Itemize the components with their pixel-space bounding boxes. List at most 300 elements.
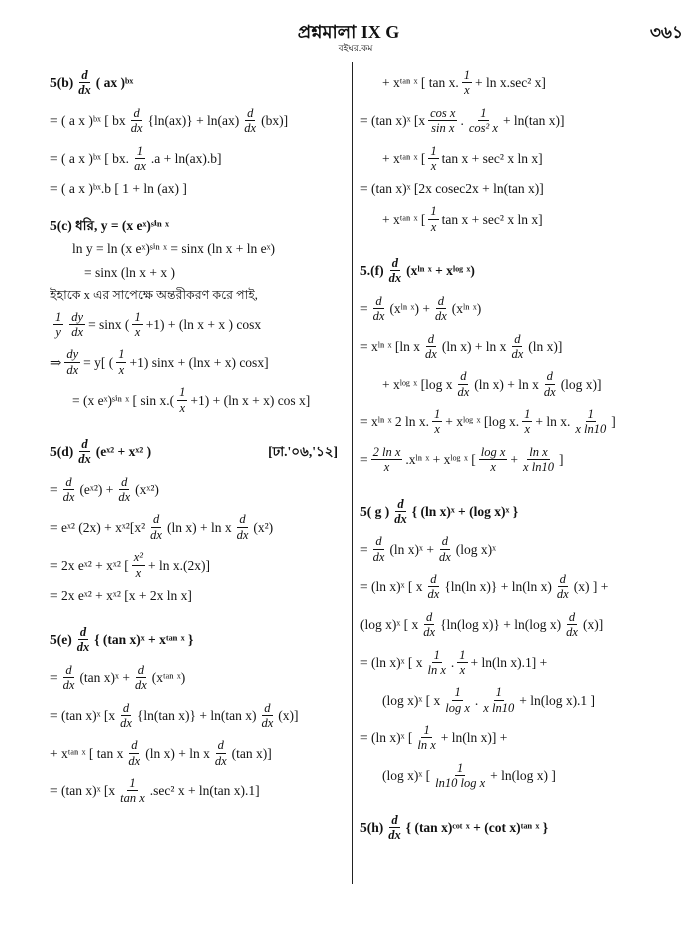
math-text: + ln(tan x)]: [502, 113, 565, 129]
fraction-denominator: cos² x: [468, 121, 498, 136]
line-gap: [360, 234, 650, 242]
fraction-denominator: x: [179, 400, 186, 415]
line-gap: [50, 98, 346, 106]
math-text: (ln x) + ln x: [145, 745, 210, 761]
equation-line: [50, 512, 346, 542]
fraction-denominator: dx: [236, 527, 249, 542]
math-text: = 2x eˣ² + xˣ² [x + 2x ln x]: [50, 587, 192, 603]
fraction-numerator: 1: [454, 685, 461, 700]
math-text: =: [360, 301, 368, 317]
fraction: [132, 144, 148, 174]
fraction: [426, 648, 448, 678]
fraction-numerator: dy: [71, 309, 84, 324]
fraction-numerator: log x: [480, 444, 506, 459]
math-text: +1) + (ln x + x ) cosx: [145, 317, 262, 332]
math-text: (x²): [253, 519, 274, 535]
fraction-numerator: d: [81, 68, 88, 82]
fraction-denominator: x ln10: [523, 460, 554, 475]
line-gap: [360, 753, 650, 761]
equation-line: [360, 572, 650, 602]
fraction: [573, 407, 608, 437]
fraction: [415, 723, 437, 753]
fraction: [426, 572, 442, 602]
fraction-numerator: dy: [66, 347, 79, 362]
fraction: [177, 385, 187, 415]
fraction: [521, 445, 556, 475]
fraction-numerator: d: [239, 512, 246, 527]
fraction-numerator: d: [131, 738, 138, 753]
fraction: [148, 512, 164, 542]
fraction-numerator: d: [375, 534, 382, 549]
fraction-denominator: dx: [120, 715, 132, 730]
math-text: (ln x) + ln x: [441, 338, 507, 354]
fraction-denominator: dx: [78, 452, 91, 467]
fraction-denominator: dx: [78, 83, 91, 98]
math-text: tan x + sec² x ln x]: [441, 150, 543, 166]
equation-line: [50, 265, 346, 280]
math-text: + ln(log x) ]: [490, 768, 556, 784]
fraction: [421, 610, 437, 640]
fraction: [259, 701, 275, 731]
fraction-denominator: dx: [372, 309, 385, 324]
line-gap: [50, 196, 346, 204]
fraction-denominator: dx: [556, 587, 569, 602]
fraction-numerator: cos x: [430, 105, 456, 120]
fraction: [386, 813, 403, 843]
fraction-denominator: x: [434, 422, 440, 437]
math-text: + ln(ln x)] +: [440, 730, 508, 746]
fraction-numerator: 1: [433, 647, 440, 662]
equation-line: [360, 294, 650, 324]
equation-line: [50, 738, 346, 768]
math-text: + xˡᵒᵍ ˣ [log x.: [445, 414, 520, 430]
equation-line: [50, 241, 346, 256]
fraction-numerator: 1: [463, 68, 471, 82]
math-text: +1) sinx + (lnx + x) cosx]: [129, 354, 269, 370]
fraction-denominator: x: [430, 158, 437, 173]
equation-line: [360, 204, 650, 234]
line-gap: [360, 437, 650, 445]
line-gap: [360, 842, 650, 850]
fraction: [443, 685, 472, 715]
math-text: = eˣ² (2x) + xˣ²[x²: [50, 519, 146, 535]
fraction: [235, 512, 251, 542]
math-text: (log x)]: [560, 376, 602, 392]
line-gap: [360, 602, 650, 610]
math-text: (xˡⁿ ˣ): [451, 301, 482, 317]
math-text: ]: [558, 452, 564, 468]
fraction: [371, 294, 387, 324]
math-text: + xᵗᵃⁿ ˣ [ tan x: [50, 745, 124, 761]
math-text: 5.(f): [360, 263, 384, 279]
math-text: .: [450, 654, 455, 670]
math-text: = (ln x)ˣ [ x: [360, 654, 423, 670]
line-gap: [50, 467, 346, 475]
fraction: [75, 625, 92, 655]
fraction-numerator: 1: [434, 407, 441, 422]
math-text: + ln x.(2x)]: [148, 557, 211, 573]
fraction-denominator: dx: [214, 753, 227, 768]
math-text: + ln(log x).1 ]: [519, 692, 596, 708]
fraction-numerator: d: [65, 474, 72, 489]
line-gap: [360, 677, 650, 685]
fraction: [509, 332, 525, 362]
section-title: প্রশ্নমালা IX G: [297, 22, 400, 42]
equation-line: [50, 347, 346, 377]
fraction: [455, 369, 471, 399]
fraction-denominator: dx: [261, 715, 274, 730]
fraction: [126, 738, 142, 768]
math-text: (xˡⁿ ˣ + xˡᵒᵍ ˣ): [406, 263, 475, 279]
math-text: (eˣ² + xˣ² ): [95, 444, 152, 460]
fraction-numerator: d: [121, 474, 128, 489]
fraction: [481, 685, 516, 715]
fraction-numerator: 1: [55, 309, 62, 324]
page-number: ৩৬১: [649, 23, 683, 42]
fraction-numerator: 1: [129, 776, 136, 791]
equation-line: [360, 106, 650, 136]
equation-line: [50, 310, 346, 340]
fraction: [467, 106, 500, 136]
line-gap: [50, 806, 346, 814]
fraction-denominator: ln10 log x: [435, 776, 486, 791]
fraction: [371, 445, 403, 475]
fraction: [423, 332, 439, 362]
equation-line: [50, 550, 346, 580]
math-text: + ln x.: [535, 414, 571, 430]
math-text: (xˡⁿ ˣ) +: [389, 301, 430, 317]
equation-line: [360, 685, 650, 715]
line-gap: [50, 257, 346, 265]
fraction-numerator: d: [375, 293, 382, 308]
fraction: [64, 347, 80, 377]
line-gap: [50, 136, 346, 144]
math-text: =: [50, 670, 58, 686]
math-text: .sec² x + ln(tan x).1]: [149, 783, 260, 799]
fraction-denominator: x: [118, 362, 125, 377]
line-gap: [360, 640, 650, 648]
fraction-numerator: d: [460, 369, 467, 384]
fraction-numerator: d: [65, 662, 72, 677]
fraction-denominator: dx: [434, 309, 447, 324]
line-gap: [50, 730, 346, 738]
equation-line: [360, 68, 650, 98]
line-gap: [360, 564, 650, 572]
line-gap: [360, 286, 650, 294]
line-gap: [360, 475, 650, 483]
math-text: (ln x)ˣ +: [389, 541, 434, 557]
fraction-denominator: dx: [62, 678, 75, 693]
fraction-denominator: x ln10: [483, 700, 515, 715]
problem-heading: [360, 497, 650, 527]
math-text: + ln x.sec² x]: [475, 75, 546, 91]
fraction-numerator: ln x: [529, 444, 548, 459]
line-gap: [50, 768, 346, 776]
problem-heading: [50, 437, 346, 467]
line-gap: [50, 504, 346, 512]
math-text: ln y = ln (x eˣ)ˢⁱⁿ ˣ = sinx (ln x + ln eˣ): [72, 241, 275, 257]
fraction: [76, 68, 93, 98]
line-gap: [360, 324, 650, 332]
fraction-denominator: sin x: [431, 121, 455, 136]
line-gap: [360, 136, 650, 144]
math-text: (xˣ²): [135, 482, 159, 497]
equation-line: [360, 369, 650, 399]
line-gap: [360, 399, 650, 407]
fraction: [479, 445, 508, 475]
equation-line: [360, 610, 650, 640]
fraction-numerator: d: [122, 700, 130, 715]
math-text: = ( a x )ᵇˣ.b [ 1 + ln (ax) ]: [50, 181, 187, 197]
fraction: [133, 663, 149, 693]
problem-heading: [50, 625, 346, 655]
right-column: [360, 68, 650, 920]
math-text: = xˡⁿ ˣ [ln x: [360, 338, 421, 354]
fraction-denominator: dx: [511, 346, 524, 361]
fraction-numerator: 1: [587, 407, 594, 422]
spacer: [360, 242, 650, 256]
fraction: [53, 310, 63, 340]
math-text: (ln x) + ln x: [474, 376, 539, 392]
equation-line: [360, 144, 650, 174]
math-text: {ln(tan x)} + ln(tan x): [136, 707, 257, 723]
math-text: .: [460, 113, 464, 129]
math-text: = (tan x)ˣ [x: [50, 707, 116, 723]
fraction-denominator: dx: [438, 549, 451, 564]
fraction-numerator: d: [441, 534, 448, 549]
fraction-numerator: d: [427, 331, 435, 346]
fraction-denominator: dx: [71, 325, 84, 340]
fraction-denominator: dx: [150, 527, 162, 542]
line-gap: [50, 580, 346, 588]
line-gap: [360, 791, 650, 799]
math-text: (log x)ˣ [ x: [360, 617, 419, 633]
math-text: {ln(ax)} + ln(ax): [147, 113, 240, 129]
math-text: =: [50, 482, 58, 497]
fraction: [428, 144, 438, 174]
fraction-numerator: d: [79, 625, 87, 640]
line-gap: [50, 415, 346, 423]
math-text: (bx)]: [261, 113, 289, 129]
math-text: (x)]: [582, 617, 604, 633]
fraction-numerator: d: [546, 369, 553, 384]
fraction-numerator: 1: [179, 385, 186, 400]
fraction-numerator: d: [426, 609, 433, 624]
fraction: [457, 648, 467, 678]
fraction: [61, 663, 77, 693]
fraction: [69, 310, 85, 340]
fraction-denominator: x: [464, 83, 470, 98]
fraction-denominator: dx: [62, 490, 75, 505]
line-gap: [50, 173, 346, 181]
fraction-denominator: dx: [425, 346, 437, 361]
math-text: (log x)ˣ: [455, 541, 497, 557]
math-text: = (tan x)ˣ [x: [360, 113, 426, 129]
fraction-denominator: ax: [134, 158, 146, 173]
math-text: 5( g ): [360, 503, 390, 519]
math-text: .a + ln(ax).b]: [150, 150, 222, 166]
equation-line: [360, 761, 650, 791]
math-text: 5(b): [50, 75, 74, 91]
fraction-numerator: d: [568, 609, 576, 624]
math-text: = ( a x )ᵇˣ [ bx: [50, 113, 126, 129]
fraction-numerator: d: [514, 331, 521, 346]
fraction-denominator: dx: [66, 362, 79, 377]
fraction-denominator: x: [524, 422, 530, 437]
line-gap: [360, 526, 650, 534]
fraction-denominator: dx: [566, 625, 578, 640]
spacer: [360, 799, 650, 813]
spacer: [50, 611, 346, 625]
fraction-denominator: dx: [128, 753, 141, 768]
fraction-denominator: dx: [76, 640, 90, 655]
math-text: .: [474, 692, 479, 708]
watermark-text: বইঘর.কম: [338, 43, 373, 53]
math-text: (log x)ˣ [: [382, 768, 431, 784]
fraction-numerator: d: [391, 256, 398, 271]
fraction-numerator: d: [264, 700, 271, 715]
fraction: [542, 369, 558, 399]
line-gap: [50, 603, 346, 611]
math-text: + xᵗᵃⁿ ˣ [: [382, 150, 426, 166]
fraction-numerator: 2 ln x: [372, 444, 401, 459]
fraction-numerator: d: [137, 662, 144, 677]
fraction-numerator: d: [81, 436, 88, 451]
line-gap: [50, 655, 346, 663]
math-text: (x) ] +: [573, 579, 609, 595]
fraction-denominator: tan x: [120, 791, 145, 806]
line-gap: [360, 98, 650, 106]
line-gap: [50, 377, 346, 385]
equation-line: [360, 181, 650, 196]
math-text: (tan x)]: [231, 745, 272, 761]
fraction-denominator: x ln10: [575, 422, 607, 437]
equation-line: [360, 407, 650, 437]
line-gap: [50, 693, 346, 701]
fraction: [433, 294, 449, 324]
fraction: [132, 310, 142, 340]
fraction-numerator: 1: [136, 143, 144, 158]
equation-line: [360, 648, 650, 678]
fraction-numerator: 1: [457, 760, 464, 775]
line-gap: [360, 173, 650, 181]
math-text: 5(c) ধরি, y = (x eˣ)ˢⁱⁿ ˣ: [50, 218, 169, 234]
fraction-denominator: dx: [118, 490, 131, 505]
math-text: .xˡⁿ ˣ + xˡᵒᵍ ˣ [: [405, 452, 476, 468]
math-text: (xᵗᵃⁿ ˣ): [151, 670, 186, 686]
math-text: = 2x eˣ² + xˣ² [: [50, 557, 129, 573]
fraction-numerator: d: [430, 572, 437, 587]
fraction: [118, 776, 147, 806]
line-gap: [360, 715, 650, 723]
problem-heading: [360, 256, 650, 286]
equation-line: [50, 776, 346, 806]
math-text: = (ln x)ˣ [: [360, 730, 413, 746]
math-text: (ln x)]: [528, 338, 563, 354]
fraction-denominator: log x: [445, 700, 470, 715]
fraction-numerator: 1: [118, 347, 125, 362]
math-text: = (x eˣ)ˢⁱⁿ ˣ [ sin x.(: [72, 392, 175, 408]
fraction-numerator: d: [133, 105, 140, 120]
fraction-denominator: dx: [372, 549, 385, 564]
fraction: [129, 106, 145, 136]
spacer: [50, 204, 346, 218]
math-text: (eˣ²) +: [79, 482, 114, 497]
fraction-denominator: dx: [457, 384, 470, 399]
math-text: + xᵗᵃⁿ ˣ [ tan x.: [382, 75, 459, 91]
fraction-denominator: dx: [244, 121, 257, 136]
fraction-numerator: x²: [133, 550, 144, 565]
fraction-denominator: x: [135, 565, 142, 580]
math-text: { (tan x)ˣ + xᵗᵃⁿ ˣ }: [94, 632, 194, 648]
fraction-numerator: 1: [524, 407, 531, 422]
math-text: 5(e): [50, 632, 72, 648]
problem-heading: [50, 218, 346, 233]
fraction: [132, 550, 145, 580]
fraction-denominator: x: [459, 662, 466, 677]
left-column: [50, 68, 346, 920]
line-gap: [360, 196, 650, 204]
fraction-denominator: dx: [423, 625, 436, 640]
equation-line: [360, 445, 650, 475]
fraction: [555, 572, 571, 602]
fraction-numerator: d: [217, 738, 224, 753]
math-text: = ( a x )ᵇˣ [ bx.: [50, 150, 130, 166]
fraction: [432, 407, 442, 437]
fraction: [116, 475, 132, 505]
equation-line: [360, 332, 650, 362]
equation-line: [50, 663, 346, 693]
equation-line: [50, 288, 346, 302]
math-text: +: [510, 452, 519, 468]
math-text: ইহাকে x এর সাপেক্ষে অন্তরীকরণ করে পাই,: [50, 287, 258, 302]
fraction: [437, 534, 453, 564]
fraction-numerator: d: [397, 496, 404, 511]
math-text: + xˡᵒᵍ ˣ [log x: [382, 376, 453, 392]
fraction-numerator: d: [152, 512, 160, 527]
line-gap: [50, 280, 346, 288]
math-text: = (ln x)ˣ [ x: [360, 579, 423, 595]
fraction-numerator: d: [437, 293, 444, 308]
equation-line: [50, 588, 346, 603]
fraction-numerator: d: [391, 812, 398, 827]
equation-line: [50, 701, 346, 731]
math-text: (x)]: [278, 707, 299, 723]
equation-line: [360, 534, 650, 564]
problem-heading: [360, 813, 650, 843]
math-text: =: [360, 452, 368, 468]
fraction-denominator: x: [383, 460, 390, 475]
fraction-denominator: y: [55, 325, 61, 340]
fraction-numerator: 1: [495, 685, 502, 700]
fraction-numerator: d: [559, 572, 566, 587]
math-text: = sinx (: [88, 317, 130, 332]
equation-line: [50, 106, 346, 136]
fraction-denominator: dx: [388, 827, 401, 842]
fraction: [242, 106, 258, 136]
math-text: =: [360, 541, 368, 557]
fraction: [564, 610, 580, 640]
fraction-denominator: dx: [134, 678, 147, 693]
fraction: [522, 407, 532, 437]
math-text: {ln(log x)} + ln(log x): [440, 617, 562, 633]
fraction-numerator: 1: [430, 143, 437, 158]
math-text: = y[ (: [83, 354, 114, 370]
math-text: = xˡⁿ ˣ 2 ln x.: [360, 414, 430, 430]
fraction-numerator: 1: [430, 204, 437, 219]
fraction-denominator: dx: [394, 511, 407, 526]
line-gap: [50, 542, 346, 550]
